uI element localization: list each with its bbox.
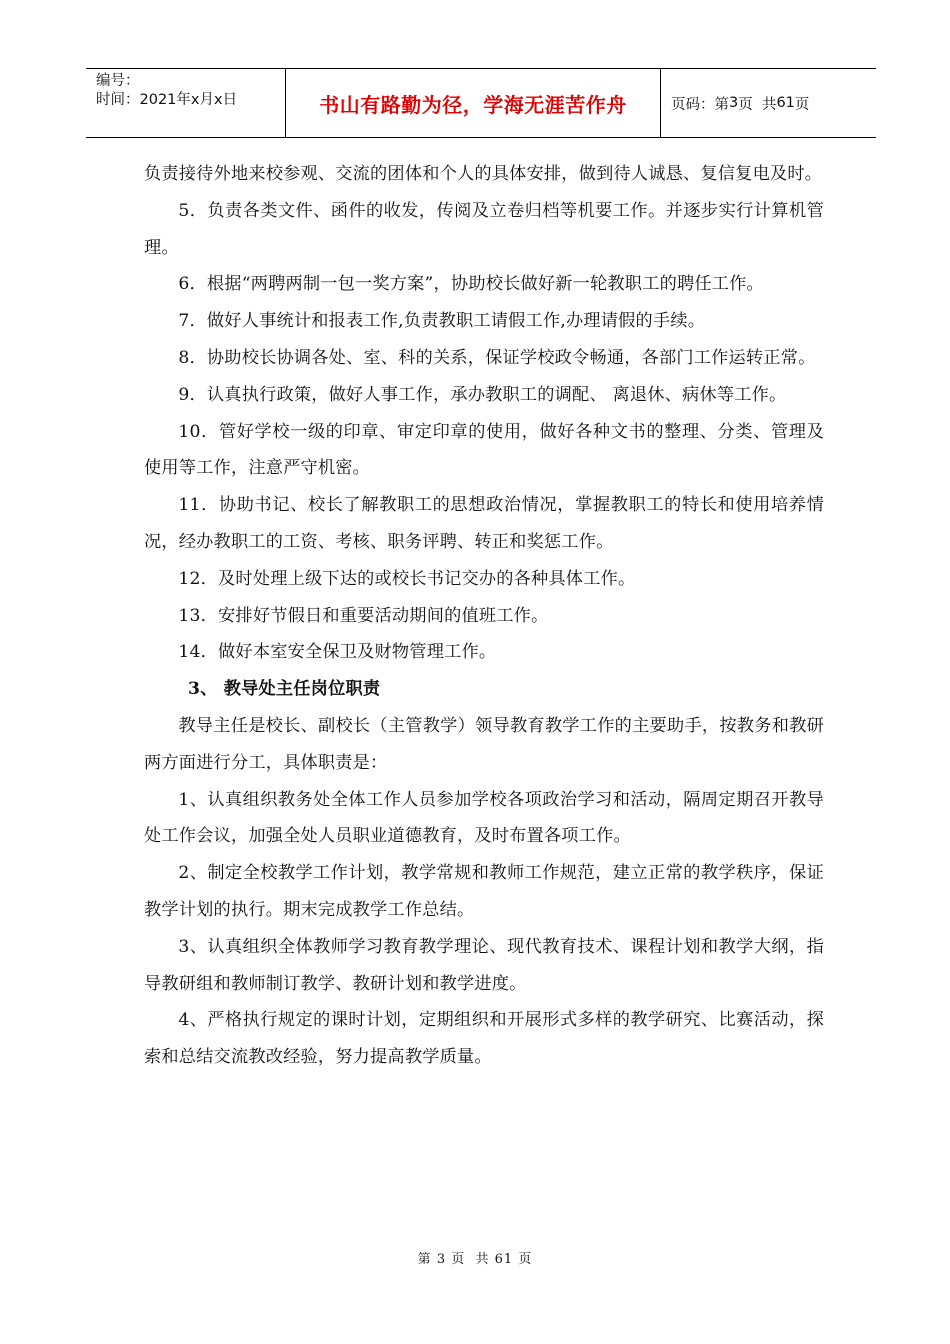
footer-page-number: 3	[436, 1252, 447, 1267]
serial-label: 编号：	[96, 73, 140, 89]
paragraph: 6．根据“两聘两制一包一奖方案”，协助校长做好新一轮教职工的聘任工作。	[178, 274, 764, 295]
page-total: 61	[776, 95, 795, 111]
page-mid: 页 共	[738, 96, 777, 113]
document-body	[144, 156, 824, 1076]
paragraph: 2、制定全校教学工作计划，教学常规和教师工作规范，建立正常的教学秩序，保证教学计划的执行。期末完成教学工作总结。	[144, 863, 824, 920]
footer-mid: 页 共	[451, 1252, 490, 1267]
paragraph: 14．做好本室安全保卫及财物管理工作。	[178, 642, 497, 663]
paragraph: 负责接待外地来校参观、交流的团体和个人的具体安排，做到待人诚恳、复信复电及时。	[144, 164, 823, 184]
paragraph: 教导主任是校长、副校长（主管教学）领导教育教学工作的主要助手，按教务和教研两方面进行分工，具体职责是：	[144, 715, 824, 773]
page-suffix: 页	[794, 96, 810, 113]
header-motto: 书山有路勤为径，学海无涯苦作舟	[286, 69, 661, 137]
header-meta-cell	[86, 69, 286, 137]
paragraph: 10．管好学校一级的印章、审定印章的使用，做好各种文书的整理、分类、管理及使用等工作，注意严守机密。	[144, 421, 824, 479]
section-heading: 3、 教导处主任岗位职责	[188, 679, 381, 700]
paragraph: 3、认真组织全体教师学习教育教学理论、现代教育技术、课程计划和教学大纲，指导教研组和教师制订教学、教研计划和教学进度。	[144, 936, 824, 994]
page-number: 3	[729, 95, 739, 111]
footer-prefix: 第	[417, 1252, 432, 1267]
paragraph: 9．认真执行政策，做好人事工作，承办教职工的调配、 离退休、病休等工作。	[178, 384, 787, 405]
paragraph: 7．做好人事统计和报表工作,负责教职工请假工作,办理请假的手续。	[178, 311, 706, 332]
header-table	[86, 68, 876, 138]
date-label: 时间：2021年x月x日	[96, 92, 238, 108]
paragraph: 13．安排好节假日和重要活动期间的值班工作。	[178, 605, 549, 626]
paragraph: 12．及时处理上级下达的或校长书记交办的各种具体工作。	[178, 568, 636, 589]
paragraph: 8．协助校长协调各处、室、科的关系，保证学校政令畅通，各部门工作运转正常。	[178, 347, 816, 368]
page-footer	[0, 1248, 950, 1267]
footer-suffix: 页	[518, 1252, 533, 1267]
paragraph: 1、认真组织教务处全体工作人员参加学校各项政治学习和活动，隔周定期召开教导处工作会议，加强全处人员职业道德教育，及时布置各项工作。	[144, 789, 824, 847]
paragraph: 11．协助书记、校长了解教职工的思想政治情况，掌握教职工的特长和使用培养情况，经办教职工的工资、考核、职务评聘、转正和奖惩工作。	[144, 495, 824, 552]
header-page-info	[661, 69, 876, 137]
footer-page-total: 61	[494, 1252, 514, 1267]
page-prefix: 页码：第	[671, 96, 729, 113]
paragraph: 5．负责各类文件、函件的收发，传阅及立卷归档等机要工作。并逐步实行计算机管理。	[144, 200, 824, 258]
paragraph: 4、严格执行规定的课时计划，定期组织和开展形式多样的教学研究、比赛活动，探索和总结交流教改经验，努力提高教学质量。	[144, 1010, 824, 1068]
